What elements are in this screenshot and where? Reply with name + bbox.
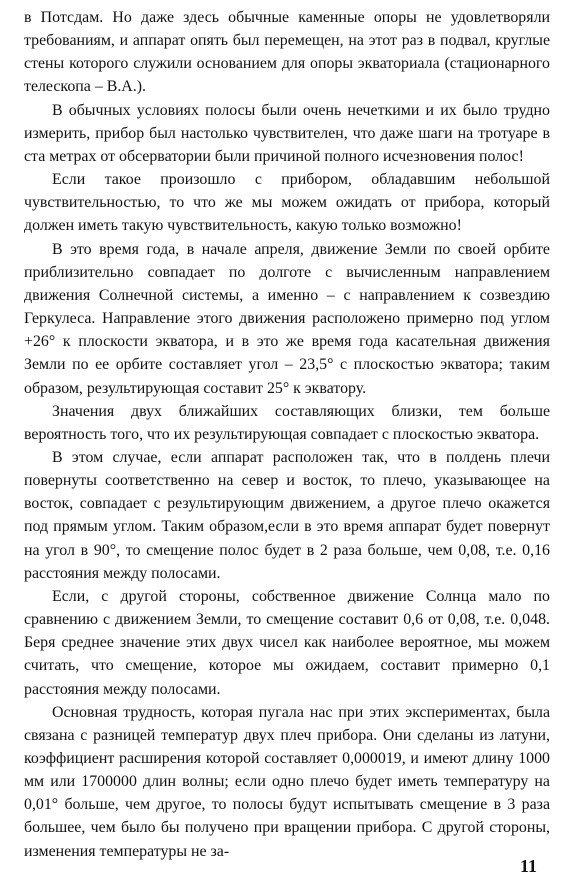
paragraph-7: Если, с другой стороны, собственное движение Солнца мало по сравнению с движением Земли, то смещение составит 0,6 от 0,08, т.е. 0,048. Беря среднее значение этих двух чисел как наиболее вероятное, мы можем считать, что смещение, которое мы ожидаем, составит примерно 0,1 расстояния между полосами.	[24, 587, 550, 698]
paragraph-8: Основная трудность, которая пугала нас при этих экспериментах, была связана с разницей температур двух плеч прибора. Они сделаны из латуни, коэффициент расширения которой составляет 0,000019, и имеют длину 1000 мм или 1700000 длин волны; если одно плечо будет иметь температуру на 0,01° больше, чем другое, то полосы будут испытывать смещение в 3 раза большее, чем было бы получено при вращении прибора. С другой стороны, изменения температуры не за-	[24, 703, 550, 860]
paragraph-2: В обычных условиях полосы были очень нечеткими и их было трудно измерить, прибор был настолько чувствителен, что даже шаги на тротуаре в ста метрах от обсерватории были причиной полного исчезновения полос!	[24, 101, 550, 165]
paragraph-6: В этом случае, если аппарат расположен так, что в полдень плечи повернуты соответственно на север и восток, то плечо, указывающее на восток, совпадает с результирующим движением, а другое плечо окажется под прямым углом. Таким образом,если в это время аппарат будет повернут на угол в 90°, то смещение полос будет в 2 раза больше, чем 0,08, т.е. 0,16 расстояния между полосами.	[24, 448, 550, 582]
body-text	[24, 6, 550, 863]
paragraph-1: в Потсдам. Но даже здесь обычные каменные опоры не удовлетворяли требованиям, и аппарат опять был перемещен, на этот раз в подвал, круглые стены которого служили основанием для опоры экваториала (стационарного телескопа – В.А.).	[24, 9, 550, 96]
paragraph-5: Значения двух ближайших составляющих близки, тем больше вероятность того, что их результирующая совпадает с плоскостью экватора.	[24, 402, 550, 443]
page-number: 11	[520, 856, 538, 876]
paragraph-3: Если такое произошло с прибором, обладавшим небольшой чувствительностью, то что же мы можем ожидать от прибора, который должен иметь такую чувствительность, какую только возможно!	[24, 171, 550, 235]
paragraph-4: В это время года, в начале апреля, движение Земли по своей орбите приблизительно совпадает по долготе с вычисленным направлением движения Солнечной системы, а именно – с направлением к созвездию Геркулеса. Направление этого движения расположено примерно под углом +26° к плоскости экватора, и в это же время года касательная движения Земли по ее орбите составляет угол – 23,5° с плоскостью экватора; таким образом, результирующая составит 25° к экватору.	[24, 240, 550, 397]
